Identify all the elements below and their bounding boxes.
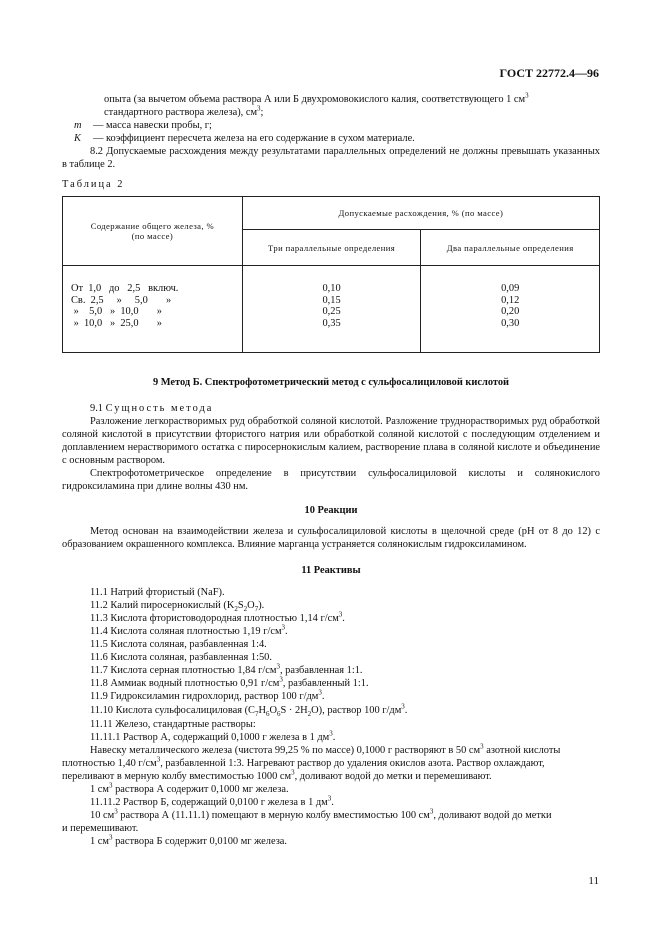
cell-ranges: От 1,0 до 2,5 включ. Св. 2,5 » 5,0 » » 5,0 » 10,0 » » 10,0 » 25,0 » (63, 266, 243, 353)
reagent-11-11-1: 11.11.1 Раствор А, содержащий 0,1000 г железа в 1 $дм^3$. (90, 729, 336, 743)
cell-two-values: 0,09 0,12 0,20 0,30 (421, 266, 600, 353)
subsection-9-1: 9.1 Сущность метода (90, 403, 214, 414)
reagent-11-11: 11.11 Железо, стандартные растворы: (90, 719, 256, 730)
page-number: 11 (588, 875, 599, 887)
solution-b-content: 1 $см^3$ раствора Б содержит 0,0100 мг железа. (90, 833, 288, 847)
table-2 (62, 196, 600, 353)
header-two-determinations: Два параллельные определения (421, 230, 600, 266)
reagent-11-7: 11.7 Кислота серная плотностью 1,84 $г/см^3$, разбавленная 1:1. (90, 662, 363, 676)
solution-a-line-1: Навеску металлического железа (чистота 99,25 % по массе) 0,1000 г растворяют в 50 $см^3$ азотной кислоты (90, 742, 561, 756)
header-iron-content: Содержание общего железа, % (по массе) (63, 197, 243, 266)
continuation-line-2: стандартного раствора железа), $см^3$; (104, 104, 264, 118)
solution-a-line-2: плотностью 1,40 $г/см^3$, разбавленной 1:3. Нагревают раствор до удаления окислов азота. Раствор охлаждают, (62, 755, 545, 769)
solution-b-line-1: 10 $см^3$ раствора А (11.11.1) помещают в мерную колбу вместимостью 100 $см^3$, доливают водой до метки (90, 807, 552, 821)
header-three-determinations: Три параллельные определения (242, 230, 421, 266)
section-9-text: Разложение легкорастворимых руд обработкой соляной кислотой. Разложение труднорастворимых руд обработкой соляной кислотой в присутствии фтористого натрия или обработкой соляной кислотой с последующим отделением и доплавлением нерастворимого остатка с пиросернокислым калием, растворение плава в соляной кислоте и объединение с основным раствором. Спектрофотометрическое определение в присутствии сульфосалициловой кислоты и солянокислого гидроксиламина при длине волны 430 нм. (62, 416, 600, 492)
standard-number: ГОСТ 22772.4—96 (499, 66, 599, 80)
reagent-11-8: 11.8 Аммиак водный плотностью 0,91 $г/см^3$, разбавленный 1:1. (90, 675, 369, 689)
reagent-11-3: 11.3 Кислота фтористоводородная плотностью 1,14 $г/см^3$. (90, 610, 345, 624)
reagent-11-2: 11.2 Калий пиросернокислый $(K_2S_2O_7)$. (90, 600, 265, 614)
solution-b-line-2: и перемешивают. (62, 823, 139, 834)
cell-three-values: 0,10 0,15 0,25 0,35 (242, 266, 421, 353)
section-9-title: 9 Метод Б. Спектрофотометрический метод с сульфосалициловой кислотой (152, 377, 510, 388)
reagent-11-5: 11.5 Кислота соляная, разбавленная 1:4. (90, 639, 267, 650)
solution-a-line-3: переливают в мерную колбу вместимостью 1000 $см^3$, доливают водой до метки и перемешивают. (62, 768, 492, 782)
symbol-m-description: — масса навески пробы, г; (93, 120, 212, 131)
reagent-11-11-2: 11.11.2 Раствор Б, содержащий 0,0100 г железа в 1 $дм^3$. (90, 794, 334, 808)
solution-a-content: 1 $см^3$ раствора А содержит 0,1000 мг железа. (90, 781, 289, 795)
section-11-title: 11 Реактивы (301, 565, 361, 576)
symbol-k: K (74, 133, 81, 144)
reagent-11-1: 11.1 Натрий фтористый (NaF). (90, 587, 225, 598)
continuation-line-1: опыта (за вычетом объема раствора А или Б двухромовокислого калия, соответствующего 1 $см^3$ (104, 91, 529, 105)
section-10-text: Метод основан на взаимодействии железа и сульфосалициловой кислоты в щелочной среде (pH от 8 до 12) с образованием окрашенного комплекса. Влияние марганца устраняется солянокислым гидроксиламином. (62, 526, 600, 550)
symbol-m: m (74, 120, 82, 131)
reagent-11-4: 11.4 Кислота соляная плотностью 1,19 $г/см^3$. (90, 623, 288, 637)
reagent-11-10: 11.10 Кислота сульфосалициловая $(C_7H_6O_6S \cdot 2H_2O)$, раствор 100 $г/дм^3$. (90, 702, 408, 719)
paragraph-8-2: 8.2 Допускаемые расхождения между результатами параллельных определений не должны превышать указанных в таблице 2. (62, 146, 600, 170)
table-caption: Таблица 2 (62, 179, 125, 190)
reagent-11-9: 11.9 Гидроксиламин гидрохлорид, раствор 100 $г/дм^3$. (90, 688, 325, 702)
section-10-title: 10 Реакции (304, 505, 358, 516)
header-allowed-discrepancies: Допускаемые расхождения, % (по массе) (242, 197, 599, 230)
reagent-11-6: 11.6 Кислота соляная, разбавленная 1:50. (90, 652, 272, 663)
symbol-k-description: — коэффициент пересчета железа на его содержание в сухом материале. (93, 133, 415, 144)
